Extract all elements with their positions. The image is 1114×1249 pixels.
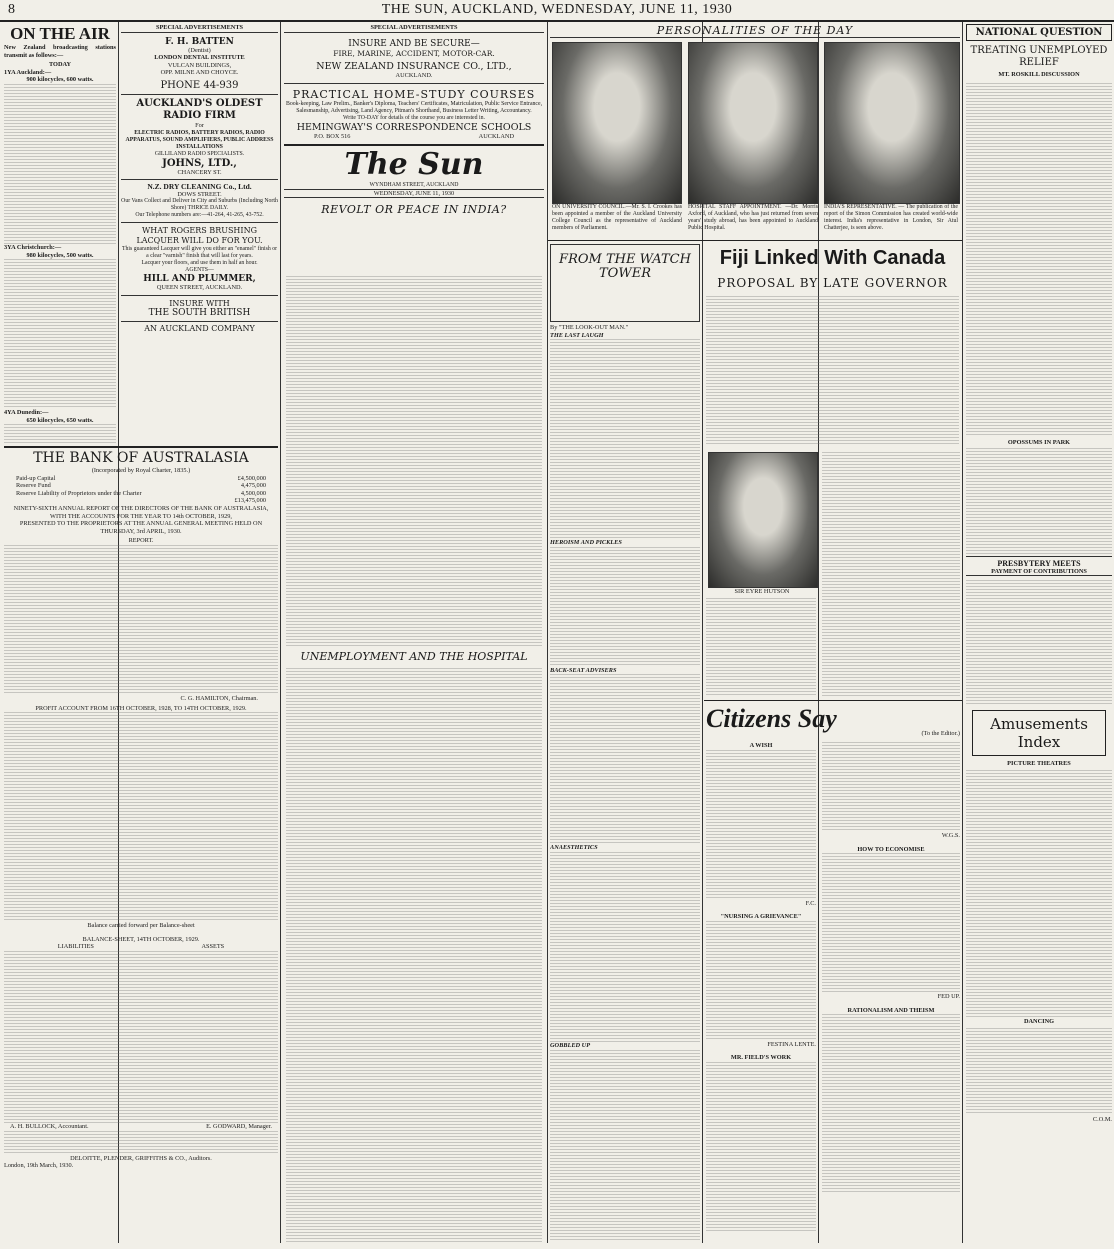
radio-firm-title: AUCKLAND'S OLDEST RADIO FIRM — [136, 97, 263, 121]
watchtower-title: FROM THE WATCH TOWER — [550, 244, 700, 322]
lacquer-agents: AGENTS— — [185, 267, 214, 274]
reserve-value: 4,475,000 — [240, 482, 266, 490]
practical-courses: PRACTICAL HOME-STUDY COURSES — [292, 88, 536, 102]
station-3ya-freq: 980 kilocycles, 500 watts. — [26, 251, 94, 259]
nz-insurance: NEW ZEALAND INSURANCE CO., LTD., — [316, 60, 512, 72]
watchtower-section-5: GOBBLED UP — [550, 1041, 591, 1049]
on-the-air-title: ON THE AIR — [10, 24, 110, 43]
special-ads-column-1 — [121, 24, 278, 444]
auditors: DELOITTE, PLENDER, GRIFFITHS & CO., Auditors. — [70, 1154, 212, 1162]
presbytery-heading: PRESBYTERY MEETS — [966, 556, 1112, 568]
opossums-heading: OPOSSUMS IN PARK — [1007, 438, 1071, 446]
dry-cleaning-collect: Our Vans Collect and Deliver in City and Suburbs (Including North Shore) THRICE DAILY. — [121, 198, 278, 212]
today-label: TODAY — [48, 61, 72, 69]
fiji-subhead: PROPOSAL BY LATE GOVERNOR — [717, 276, 948, 290]
letter-rationalism: RATIONALISM AND THEISM — [847, 1006, 935, 1014]
signature: C.O.M. — [1092, 1115, 1112, 1123]
sun-date: WEDNESDAY, JUNE 11, 1930 — [284, 189, 544, 199]
citizens-say-title: Citizens Say — [706, 704, 837, 733]
amusements-index: Amusements Index — [972, 710, 1106, 756]
balance-sheet-heading: BALANCE-SHEET, 14TH OCTOBER, 1929. — [82, 935, 200, 943]
treating-unemployed: TREATING UNEMPLOYED RELIEF — [970, 45, 1108, 68]
station-1ya-freq: 900 kilocycles, 600 watts. — [26, 76, 94, 84]
liabilities-heading: LIABILITIES — [57, 943, 94, 951]
batten-address: OPP. MILNE AND CHOYCE. — [160, 69, 239, 77]
station-3ya: 3YA Christchurch:— — [4, 243, 62, 251]
crookes-photo — [552, 42, 682, 204]
south-british: THE SOUTH BRITISH — [148, 307, 251, 318]
station-4ya: 4YA Dunedin:— — [4, 409, 49, 417]
hemingway-schools: HEMINGWAY'S CORRESPONDENCE SCHOOLS — [296, 122, 532, 134]
practical-write: Write TO-DAY for details of the course you are interested in. — [343, 115, 485, 122]
insure-types: FIRE, MARINE, ACCIDENT, MOTOR-CAR. — [333, 48, 495, 58]
batten-role: (Dentist) — [188, 46, 211, 54]
dancing-heading: DANCING — [1023, 1017, 1055, 1025]
national-question-title: NATIONAL QUESTION — [966, 24, 1112, 41]
lacquer-body: This guaranteed Lacquer will give you either an "enamel" finish or a clear "varnish" finish that will last for years. — [121, 246, 278, 260]
paidup-value: £4,500,000 — [237, 474, 266, 482]
reserve-label: Reserve Fund — [16, 482, 51, 490]
special-ads-header-1: SPECIAL ADVERTISEMENTS — [121, 24, 278, 33]
watchtower-section-3: BACK-SEAT ADVISERS — [550, 666, 617, 674]
liability-label: Reserve Liability of Proprietors under the Charter — [16, 489, 142, 497]
profit-heading: PROFIT ACCOUNT FROM 16TH OCTOBER, 1928, TO 14TH OCTOBER, 1929. — [35, 704, 247, 712]
liability-value: 4,500,000 — [240, 489, 266, 497]
letter-wgs-sign: W.G.S. — [941, 832, 960, 839]
letter-nursing-grievance: "NURSING A GRIEVANCE" — [720, 913, 802, 921]
bank-title: THE BANK OF AUSTRALASIA — [4, 446, 278, 467]
personality-caption-3: INDIA'S REPRESENTATIVE. — The publication of the report of the Simon Commission has created world-wide interest. India's representative in London, Sir Atul Chatterjee, is seen above. — [824, 204, 958, 231]
chairman: C. G. HAMILTON, Chairman. — [180, 694, 258, 702]
personality-caption-1: ON UNIVERSITY COUNCIL.—Mr. S. I. Crookes has been appointed a member of the Auckland University College Council as the representative of Auckland members of Parliament. — [552, 204, 682, 231]
right-column — [966, 24, 1112, 1244]
page-masthead — [0, 0, 1114, 22]
chatterjee-photo — [824, 42, 960, 204]
letter-fields-work: MR. FIELD'S WORK — [730, 1054, 792, 1062]
watchtower-section-4: ANAESTHETICS — [550, 844, 598, 852]
letters-column-2 — [822, 742, 960, 1244]
dry-cleaning-name: N.Z. DRY CLEANING Co., Ltd. — [147, 182, 252, 192]
hill-plummer: HILL AND PLUMMER, — [143, 274, 256, 285]
watchtower-byline: By "THE LOOK-OUT MAN." — [550, 324, 629, 331]
watchtower-section-1: THE LAST LAUGH — [550, 331, 604, 339]
hemingway-box: P.O. BOX 516 — [314, 133, 351, 141]
dry-cleaning-phone: Our Telephone numbers are:—41-264, 41-265, 43-752. — [121, 212, 278, 223]
radio-items: ELECTRIC RADIOS, BATTERY RADIOS, RADIO APPARATUS, SOUND AMPLIFIERS, PUBLIC ADDRESS INSTALLATIONS — [125, 129, 274, 150]
accountant: A. H. BULLOCK, Accountant. — [10, 1122, 89, 1130]
to-editor: (To the Editor.) — [921, 730, 960, 737]
insure-secure: INSURE AND BE SECURE— — [348, 38, 480, 49]
insure-with: INSURE WITH — [169, 298, 230, 308]
on-the-air-subtitle: New Zealand broadcasting stations transmit as follows:— — [4, 44, 116, 59]
lacquer-heading: WHAT ROGERS BRUSHING LACQUER WILL DO FOR YOU. — [136, 226, 263, 246]
special-ads-column-2 — [284, 24, 544, 274]
hutson-photo — [708, 452, 818, 588]
watchtower-section-2: HEROISM AND PICKLES — [550, 539, 622, 547]
radio-johns: JOHNS, LTD., — [162, 157, 237, 169]
fiji-headline: Fiji Linked With Canada — [719, 247, 946, 269]
report-line-2: WITH THE ACCOUNTS FOR THE YEAR TO 14th OCTOBER, 1929, — [50, 512, 232, 520]
batten-building: VULCAN BUILDINGS, — [167, 61, 232, 69]
personalities-title: PERSONALITIES OF THE DAY — [550, 24, 960, 38]
report-line-1: NINETY-SIXTH ANNUAL REPORT OF THE DIRECTORS OF THE BANK OF AUSTRALASIA, — [13, 504, 269, 512]
picture-theatres: PICTURE THEATRES — [1007, 760, 1071, 768]
sun-logo: The Sun — [344, 146, 484, 182]
mt-roskill: MT. ROSKILL DISCUSSION — [998, 71, 1080, 78]
axford-photo — [688, 42, 818, 204]
letter-economise: HOW TO ECONOMISE — [857, 845, 925, 853]
radio-for: For — [195, 121, 204, 129]
london-date: London, 19th March, 1930. — [4, 1162, 74, 1170]
report-heading: REPORT. — [128, 537, 154, 545]
hill-plummer-street: QUEEN STREET, AUCKLAND. — [121, 284, 278, 296]
station-1ya: 1YA Auckland:— — [4, 68, 52, 76]
sun-address: WYNDHAM STREET, AUCKLAND — [369, 181, 459, 188]
lacquer-sold: Lacquer your floors, and use them in half an hour. — [141, 260, 258, 267]
unemployment-title: UNEMPLOYMENT AND THE HOSPITAL — [300, 650, 528, 663]
contributions-heading: PAYMENT OF CONTRIBUTIONS — [966, 568, 1112, 577]
special-ads-header-2: SPECIAL ADVERTISEMENTS — [284, 24, 544, 33]
letter-economise-sign: FED UP. — [937, 993, 960, 1001]
page-number: 8 — [8, 2, 15, 17]
letters-column-1 — [706, 742, 816, 1244]
assets-heading: ASSETS — [201, 943, 225, 951]
balance-carried: Balance carried forward per Balance-sheet — [87, 922, 195, 930]
personality-caption-2: HOSPITAL STAFF APPOINTMENT. —Dr. Morris Axford, of Auckland, who has just returned from seven years' study abroad, has been appointed to Auckland Public Hospital. — [688, 204, 818, 231]
auckland-company: AN AUCKLAND COMPANY — [121, 321, 278, 333]
letter-nursing-sign: FESTINA LENTE. — [767, 1040, 816, 1048]
practical-body: Book-keeping, Law Prelim., Banker's Diploma, Teachers' Certificates, Matriculation, Public Service Entrance, Salesmanship, Advertising, Land Agency, Pitman's Shorthand, Business Letter Writing, Accountancy. — [285, 101, 543, 115]
on-the-air-column — [4, 24, 116, 444]
watchtower-column — [550, 244, 700, 1244]
hemingway-city: AUCKLAND — [478, 133, 514, 141]
bank-charter: (Incorporated by Royal Charter, 1835.) — [91, 467, 191, 474]
letter-a-wish-sign: F.C. — [805, 899, 816, 907]
masthead-title: THE SUN, AUCKLAND, WEDNESDAY, JUNE 11, 1930 — [381, 2, 733, 17]
bank-notice — [4, 446, 278, 1246]
dry-cleaning-street: DOWS STREET. — [177, 190, 222, 198]
batten-institute: LONDON DENTAL INSTITUTE — [154, 54, 245, 62]
editorial-title: REVOLT OR PEACE IN INDIA? — [321, 203, 507, 217]
hutson-caption: SIR EYRE HUTSON — [734, 588, 790, 595]
radio-specialists: GILLILAND RADIO SPECIALISTS. — [154, 150, 245, 157]
manager: E. GODWARD, Manager. — [206, 1122, 272, 1130]
report-line-3: PRESENTED TO THE PROPRIETORS AT THE ANNUAL GENERAL MEETING HELD ON THURSDAY, 3rd APRIL, 1930. — [19, 520, 263, 535]
batten-phone: PHONE 44-939 — [121, 80, 278, 95]
radio-street: CHANCERY ST. — [121, 169, 278, 181]
batten-name: F. H. BATTEN — [165, 36, 234, 47]
letter-a-wish: A WISH — [749, 742, 773, 749]
bank-total: £13,475,000 — [234, 497, 266, 505]
nz-insurance-city: AUCKLAND. — [284, 72, 544, 85]
station-4ya-freq: 650 kilocycles, 650 watts. — [26, 416, 94, 424]
paidup-label: Paid-up Capital — [16, 474, 56, 482]
